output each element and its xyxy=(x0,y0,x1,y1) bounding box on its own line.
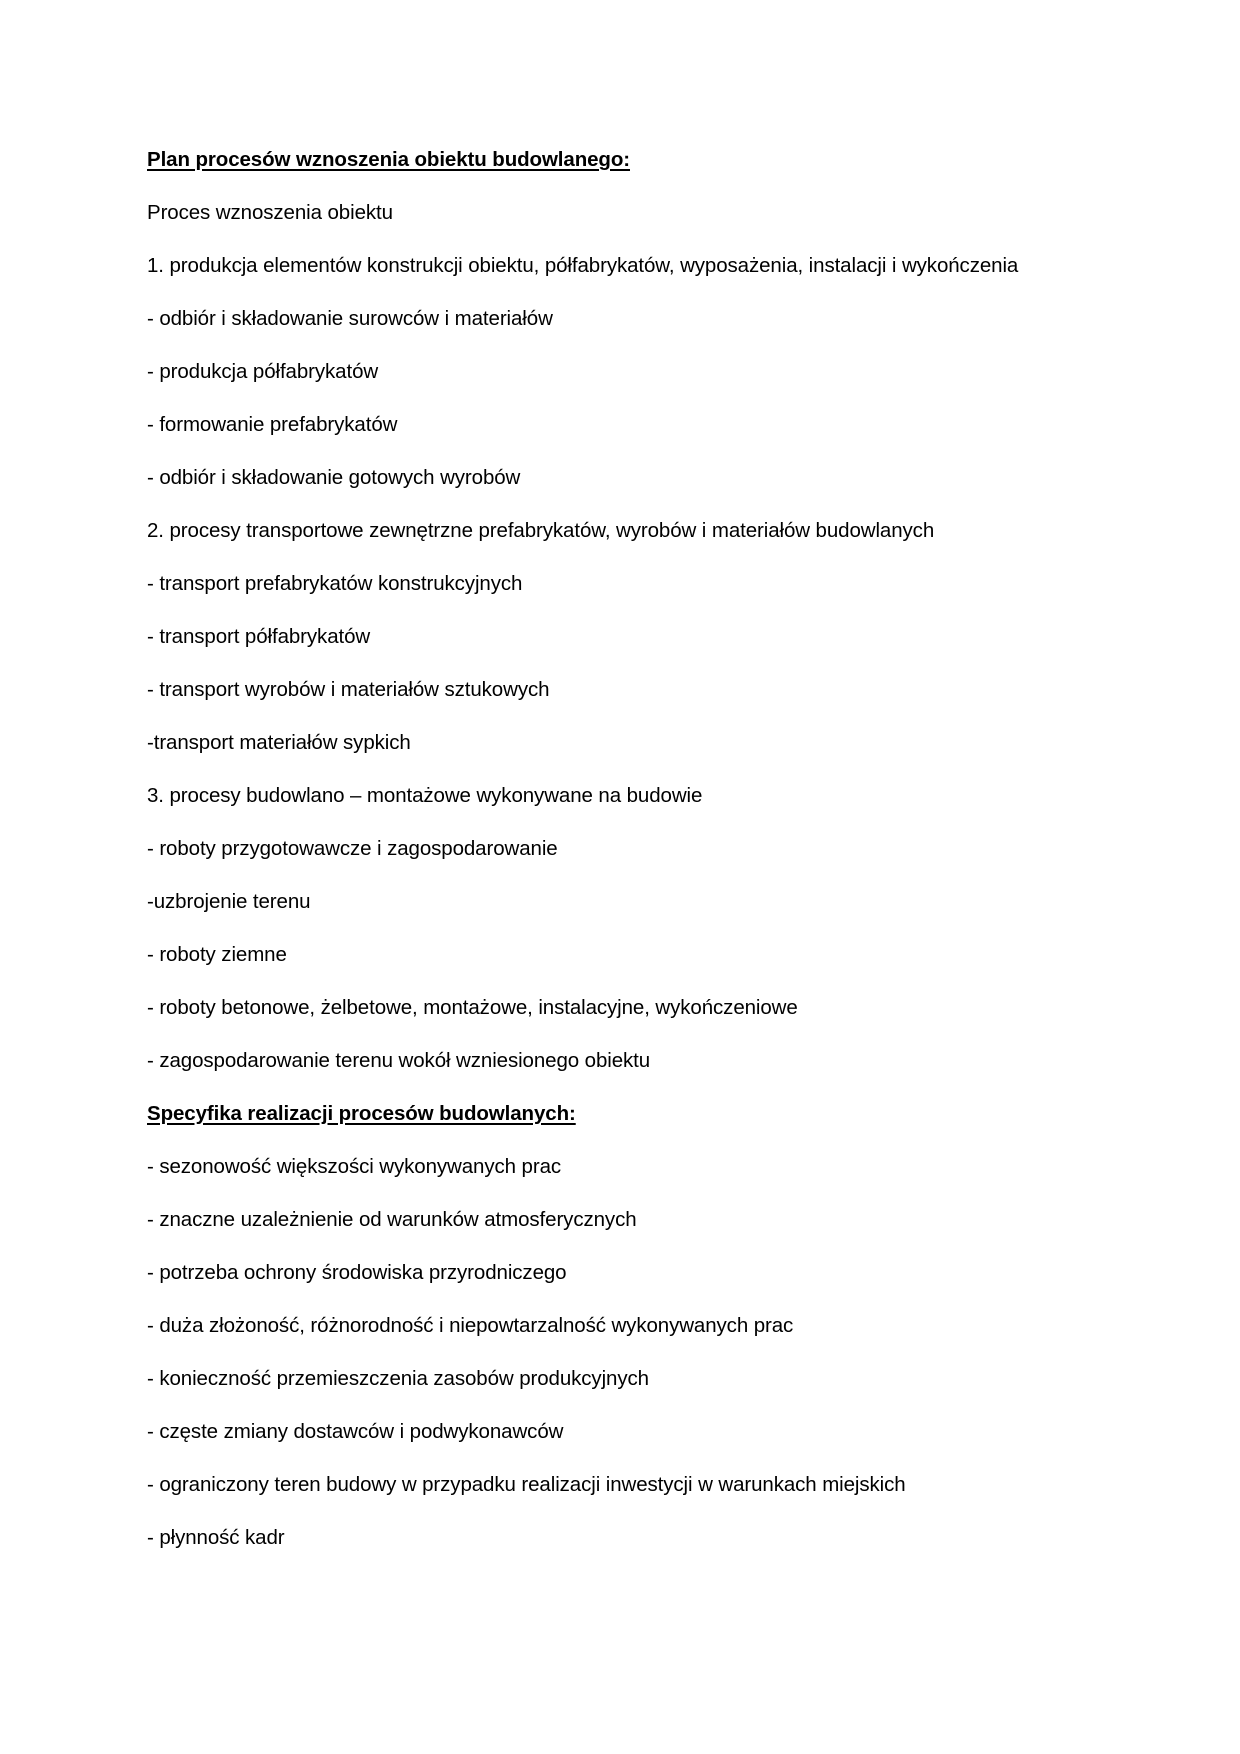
text-line: - transport wyrobów i materiałów sztukowych xyxy=(147,678,550,701)
text-line: - roboty betonowe, żelbetowe, montażowe, instalacyjne, wykończeniowe xyxy=(147,996,798,1019)
text-line: - transport prefabrykatów konstrukcyjnych xyxy=(147,572,523,595)
text-line: - ograniczony teren budowy w przypadku realizacji inwestycji w warunkach miejskich xyxy=(147,1473,906,1496)
text-line: - częste zmiany dostawców i podwykonawców xyxy=(147,1420,564,1443)
text-line: - duża złożoność, różnorodność i niepowtarzalność wykonywanych prac xyxy=(147,1314,794,1337)
text-line: - formowanie prefabrykatów xyxy=(147,413,398,436)
text-line: 1. produkcja elementów konstrukcji obiektu, półfabrykatów, wyposażenia, instalacji i wykończenia xyxy=(147,254,1019,277)
text-line: - sezonowość większości wykonywanych prac xyxy=(147,1155,562,1178)
text-line: - roboty ziemne xyxy=(147,943,287,966)
text-line: 2. procesy transportowe zewnętrzne prefabrykatów, wyrobów i materiałów budowlanych xyxy=(147,519,935,542)
document-body xyxy=(147,146,1107,1577)
text-line: - transport półfabrykatów xyxy=(147,625,371,648)
text-line: - odbiór i składowanie surowców i materiałów xyxy=(147,307,553,330)
text-line: - płynność kadr xyxy=(147,1526,285,1549)
text-line: -uzbrojenie terenu xyxy=(147,890,311,913)
text-line: - produkcja półfabrykatów xyxy=(147,360,379,383)
text-line: - konieczność przemieszczenia zasobów produkcyjnych xyxy=(147,1367,649,1390)
section-heading: Plan procesów wznoszenia obiektu budowlanego: xyxy=(147,148,630,171)
text-line: -transport materiałów sypkich xyxy=(147,731,411,754)
text-line: Proces wznoszenia obiektu xyxy=(147,201,393,224)
text-line: - znaczne uzależnienie od warunków atmosferycznych xyxy=(147,1208,637,1231)
text-line: - roboty przygotowawcze i zagospodarowanie xyxy=(147,837,558,860)
text-line: - potrzeba ochrony środowiska przyrodniczego xyxy=(147,1261,567,1284)
text-line: - zagospodarowanie terenu wokół wzniesionego obiektu xyxy=(147,1049,651,1072)
text-line: - odbiór i składowanie gotowych wyrobów xyxy=(147,466,521,489)
text-line: 3. procesy budowlano – montażowe wykonywane na budowie xyxy=(147,784,703,807)
section-heading: Specyfika realizacji procesów budowlanych: xyxy=(147,1102,576,1125)
